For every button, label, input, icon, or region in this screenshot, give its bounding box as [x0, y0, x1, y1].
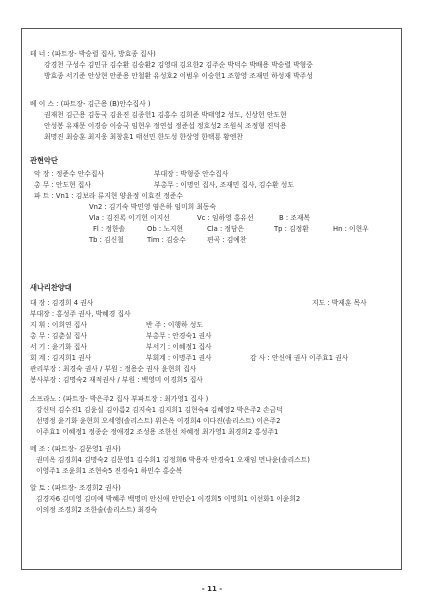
mezzo-members-line-1: 권미옥 김경희4 김명숙2 김문영1 김수희1 김정희6 박용자 안경숙1 오재임 먼나윤(솔리스트)	[36, 456, 310, 464]
alto-members-line-2: 이의정 조경희2 조한술(솔리스트) 최경숙	[36, 506, 158, 514]
soprano-members-line-2: 선명정 윤기화 윤현희 오세영(솔리스트) 위은옥 이경희4 이다진(솔리스트) 이은주2	[36, 417, 281, 425]
choir-vice-treasurer: 부회계 : 이명주1 권사	[146, 354, 212, 362]
choir-vice-secretary: 부서기 : 이혜정1 집사	[146, 343, 212, 351]
choir-conductor: 지 휘 : 이희연 집사	[30, 321, 87, 329]
orchestra-vice-leader: 부대장 : 박형중 안수집사	[154, 170, 229, 178]
orchestra-bass: B : 조재복	[279, 214, 310, 222]
bass-part-header: 베 이 스 : (파트장- 김근용 (B)안수집사 )	[30, 100, 151, 108]
orchestra-timpani: Tim : 김승수	[147, 236, 186, 244]
soprano-part-header: 소프라노 : (파트장- 박은주2 집사 부파트장 : 최가영1 집사 )	[30, 395, 209, 403]
choir-auditor: 감 사 : 안신애 권사 이주효1 권사	[250, 354, 349, 362]
soprano-members-line-3: 이주효1 이혜정1 정종순 정애경2 조성용 조한선 차혜정 최가영1 최경희2 홍성주1	[36, 428, 279, 436]
orchestra-horn: Hn : 이현우	[333, 225, 369, 233]
orchestra-vice-manager: 부총무 : 이명인 집사, 조재민 집사, 김수환 성도	[154, 181, 294, 189]
orchestra-arranger: 편곡 : 김예찬	[207, 236, 247, 244]
alto-members-line-1: 김경자6 김미영 김미예 박혜주 백명미 안신애 안민순1 이경희5 이명희1 이선화1 이윤희2	[36, 495, 301, 503]
tenor-part-header: 테 너 : (파트장- 박승렬 집사, 방효종 집사)	[30, 50, 156, 58]
orchestra-trumpet: Tp : 김정환	[274, 225, 309, 233]
choir-secretary: 서 기 : 윤기화 집사	[30, 343, 87, 351]
orchestra-title: 관현악단	[30, 156, 58, 165]
choir-vice-manager: 부총무 : 안경숙1 권사	[146, 332, 212, 340]
tenor-members-line-1: 강경천 구성수 김민규 김수환 김승환2 김영대 김요한2 김주순 박덕수 박배용 박승렬 박형중	[44, 61, 313, 69]
choir-treasurer: 회 계 : 김지희1 권사	[30, 354, 92, 362]
orchestra-clarinet: Cla : 정담은	[207, 225, 245, 233]
orchestra-general-manager: 총 무 : 안도현 집사	[34, 181, 91, 189]
page-number: - 11 -	[201, 585, 223, 593]
tenor-members-line-2: 방효종 서기준 안상현 안준용 안철환 유성호2 이범우 이승헌1 조항영 조재민 하성재 박주성	[44, 72, 313, 80]
choir-leader: 대 장 : 김경희 4 권사	[30, 299, 94, 307]
choir-title: 새나리찬양대	[30, 283, 72, 292]
orchestra-concertmaster: 악 장 : 정준수 안수집사	[34, 170, 105, 178]
orchestra-trombone: Tb : 김신철	[89, 236, 124, 244]
bass-members-line-2: 안성봉 유재문 이경승 이승국 임현우 정연섭 정준섭 정호성2 조원식 조정형 진덕용	[44, 122, 287, 130]
bass-members-line-1: 권재천 김근용 김동국 김윤진 김종헌1 김홍수 김희준 박태영2 성도, 신상헌 안도현	[44, 111, 287, 119]
choir-vice-leader: 부대장 : 홍성주 권사, 박혜경 집사	[30, 310, 131, 318]
soprano-members-line-1: 강신덕 김수진1 김윤실 김아름2 김지숙1 김지희1 김현숙4 김혜영2 박은주2 손금덕	[36, 406, 283, 414]
page-frame	[21, 28, 402, 570]
orchestra-oboe: Ob : 노지현	[147, 225, 183, 233]
orchestra-violin1: 파 트 : Vn1 : 김보라 류지현 양윤정 이효진 정준수	[34, 192, 183, 200]
choir-management: 관리부장 : 최경숙 권사 / 부원 : 정용순 권사 윤현희 집사	[30, 365, 197, 373]
choir-director: 지도 : 박제훈 목사	[312, 299, 367, 307]
orchestra-viola: Vla : 김진록 이기헌 이지선	[89, 214, 170, 222]
mezzo-members-line-2: 이영주1 조윤희1 조현숙5 진경숙1 하민수 홍순복	[36, 467, 183, 475]
orchestra-violin2: Vn2 : 김기숙 박민영 염은하 임미희 최동숙	[89, 203, 217, 211]
choir-service: 봉사부장 : 김명숙2 재적권사 / 부원 : 백영미 이경희5 집사	[30, 376, 203, 384]
orchestra-cello: Vc : 임하영 홍유선	[197, 214, 254, 222]
mezzo-part-header: 메 조 : (파트장- 김문영1 권사)	[30, 445, 121, 453]
choir-general-manager: 총 무 : 김춘실 집사	[30, 332, 87, 340]
alto-part-header: 알 토 : (파트장- 조경희2 권사)	[30, 484, 121, 492]
orchestra-flute: Fl : 정한솔	[93, 225, 126, 233]
bass-members-line-3: 최명진 최승훈 최지웅 최창훈1 태선민 한도성 한상영 한택룡 황엔찬	[44, 133, 243, 141]
choir-accompanist: 반 주 : 이행하 성도	[146, 321, 203, 329]
